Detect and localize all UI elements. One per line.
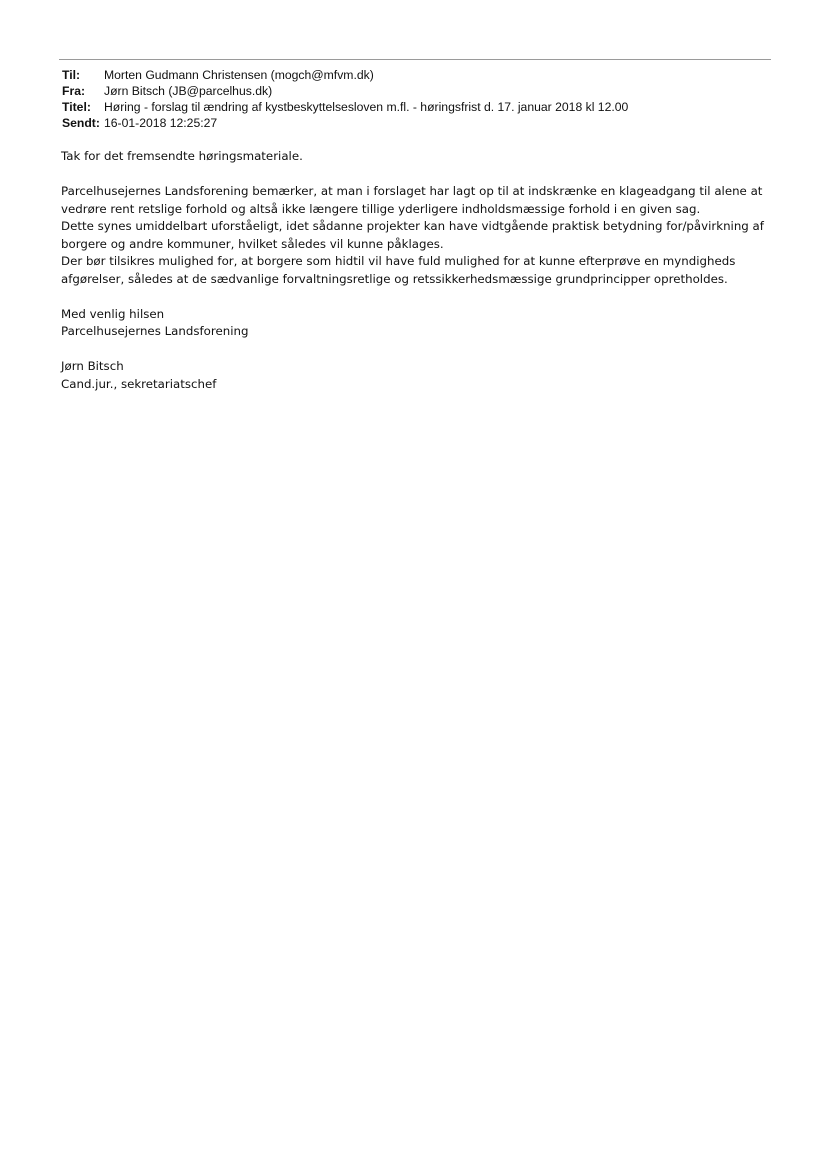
- signer-title: Cand.jur., sekretariatschef: [61, 376, 217, 391]
- sent-label: Sendt:: [62, 116, 100, 130]
- closing-line: Med venlig hilsen: [61, 306, 165, 321]
- to-value: Morten Gudmann Christensen (mogch@mfvm.dk): [104, 68, 374, 82]
- body-line: Dette synes umiddelbart uforståeligt, idet sådanne projekter kan have vidtgående praktisk betydning for/påvirkning af: [61, 219, 764, 233]
- title-value: Høring - forslag til ændring af kystbeskyttelsesloven m.fl. - høringsfrist d. 17. januar 2018 kl 12.00: [104, 100, 629, 114]
- from-value: Jørn Bitsch (JB@parcelhus.dk): [104, 84, 273, 98]
- from-row: [62, 83, 762, 99]
- email-body: [61, 148, 764, 393]
- top-divider: [59, 59, 771, 60]
- paragraph-spacer: [61, 288, 761, 306]
- body-line: Der bør tilsikres mulighed for, at borgere som hidtil vil have fuld mulighed for at kunne efterprøve en myndigheds: [61, 254, 736, 268]
- to-label: Til:: [62, 68, 81, 82]
- sent-value: 16-01-2018 12:25:27: [104, 116, 218, 130]
- organization-name: Parcelhusejernes Landsforening: [61, 324, 249, 338]
- title-row: [62, 99, 762, 115]
- body-line: borgere og andre kommuner, hvilket således vil kunne påklages.: [61, 236, 444, 251]
- paragraph-spacer: [61, 341, 761, 359]
- body-line: Parcelhusejernes Landsforening bemærker, at man i forslaget har lagt op til at indskrænke en klageadgang til alene at: [61, 184, 763, 198]
- from-label: Fra:: [62, 84, 86, 98]
- signer-name: Jørn Bitsch: [61, 359, 124, 373]
- title-label: Titel:: [62, 100, 91, 114]
- body-line: vedrøre rent retslige forhold og altså ikke længere tillige yderligere indholdsmæssige forhold i en given sag.: [61, 201, 701, 216]
- paragraph-spacer: [61, 166, 761, 184]
- sent-row: [62, 115, 762, 131]
- body-line: afgørelser, således at de sædvanlige forvaltningsretlige og retssikkerhedsmæssige grundprincipper opretholdes.: [61, 271, 728, 286]
- to-row: [62, 67, 762, 83]
- greeting-line: Tak for det fremsendte høringsmateriale.: [61, 149, 303, 163]
- email-header: [62, 67, 762, 131]
